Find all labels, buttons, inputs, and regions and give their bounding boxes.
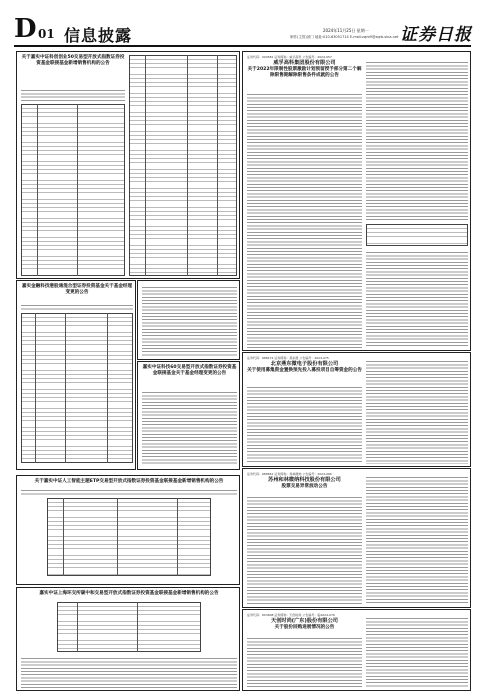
notice-body-text-right-2	[366, 250, 468, 348]
notice-body-text-right	[366, 60, 468, 222]
table-divider	[177, 498, 178, 576]
notice-body-text-left	[247, 92, 362, 348]
header-contact: 制作(主管)部门 地址:010-63051714 E-mail:zqrb9@zqrb.sina.net	[290, 35, 399, 39]
notice-company: 天创时尚(广东)股份有限公司	[271, 618, 338, 624]
notice-company: 威孚高科集团股份有限公司	[273, 60, 336, 66]
notice-helin-micro	[242, 468, 471, 608]
table-divider	[117, 498, 118, 576]
notice-meta: 证券代码：000581 证券简称：威孚高科 公告编号：2024-057	[247, 55, 332, 59]
table-divider	[37, 104, 38, 276]
notice-body-text	[21, 656, 237, 688]
notice-carbon-fund	[16, 587, 240, 691]
table-divider	[187, 55, 188, 276]
notice-meta: 证券代码：688661 证券简称：和林微纳 公告编号：2024-066	[247, 472, 332, 476]
notice-body-text-right	[366, 359, 468, 464]
notice-body-text	[21, 488, 237, 496]
section-letter: D	[14, 14, 36, 44]
table-divider	[145, 55, 146, 276]
notice-company: 北京燕东微电子股份有限公司	[270, 361, 339, 367]
notice-body-text-right	[366, 475, 468, 605]
notice-body-text	[142, 285, 237, 357]
masthead-rule	[14, 45, 471, 47]
notice-title: 嘉实中证科技60交易型开放式指数证券投资基金联接基金关于基金经理变更的公告	[142, 365, 237, 376]
notice-company: 苏州和林微纳科技股份有限公司	[268, 477, 341, 483]
table-divider	[65, 313, 66, 463]
notice-title: 股票交易异常波动公告	[281, 484, 328, 489]
notice-title: 嘉实中证上海环交所碳中和交易型开放式指数证券投资基金联接基金新增销售机构的公告	[39, 591, 219, 596]
notice-body-text	[21, 88, 125, 102]
table-divider	[35, 313, 36, 463]
notice-tech-fund	[137, 361, 240, 470]
notice-table	[47, 498, 211, 576]
notice-title: 关于嘉实中证人工智能主题ETP交易型开放式指数证券投资基金联接基金新增销售机构的公告	[34, 479, 224, 484]
table-divider	[63, 498, 64, 576]
header-date: 2024年11月25日 星期一	[323, 28, 369, 33]
notice-body-text-left	[247, 636, 362, 688]
table-divider	[77, 104, 78, 276]
notice-ai-fund	[16, 475, 240, 585]
notice-body-text-left	[247, 385, 362, 464]
notice-title: 关于2022年限制性股票激励计划预留授予部分第二个解除限售期解除限售条件成就的公告	[247, 67, 362, 78]
notice-fund-sales-1	[16, 51, 240, 279]
section-title: 信息披露	[64, 26, 133, 45]
notice-body-text	[142, 390, 237, 466]
table-divider	[137, 602, 138, 652]
notice-meta: 证券代码：603608 证券简称：天创时尚 公告编号：临2024-076	[247, 613, 335, 617]
section-number: 01	[38, 27, 55, 41]
table-divider	[77, 602, 78, 652]
notice-continued-text	[137, 280, 240, 360]
notice-title: 关于嘉实中证科创创业50交易型开放式指数证券投资基金联接基金新增销售机构的公告	[21, 55, 125, 66]
notice-manager-change	[16, 280, 136, 470]
notice-body-text	[21, 303, 133, 311]
notice-weifu-equity-incentive	[242, 51, 471, 351]
notice-title: 关于使用募集资金置换预先投入募投项目自筹资金的公告	[247, 368, 362, 373]
notice-table	[57, 602, 201, 652]
notice-meta: 证券代码：688172 证券简称：燕东微 公告编号：2024-075	[247, 356, 329, 360]
notice-yandong-microelectronics	[242, 352, 471, 467]
table-divider	[107, 313, 108, 463]
notice-title: 关于股份回购进展情况的公告	[274, 625, 335, 630]
notice-body-text-right	[366, 616, 468, 688]
table-divider	[217, 55, 218, 276]
notice-table	[21, 313, 133, 463]
notice-body-text-left	[247, 495, 362, 605]
notice-title: 嘉实金融科技港股通混合型证券投资基金关于基金经理变更的公告	[21, 284, 133, 295]
notice-tianchuang-fashion	[242, 609, 471, 691]
newspaper-logo: 证券日报	[400, 25, 472, 45]
notice-table	[366, 224, 468, 246]
